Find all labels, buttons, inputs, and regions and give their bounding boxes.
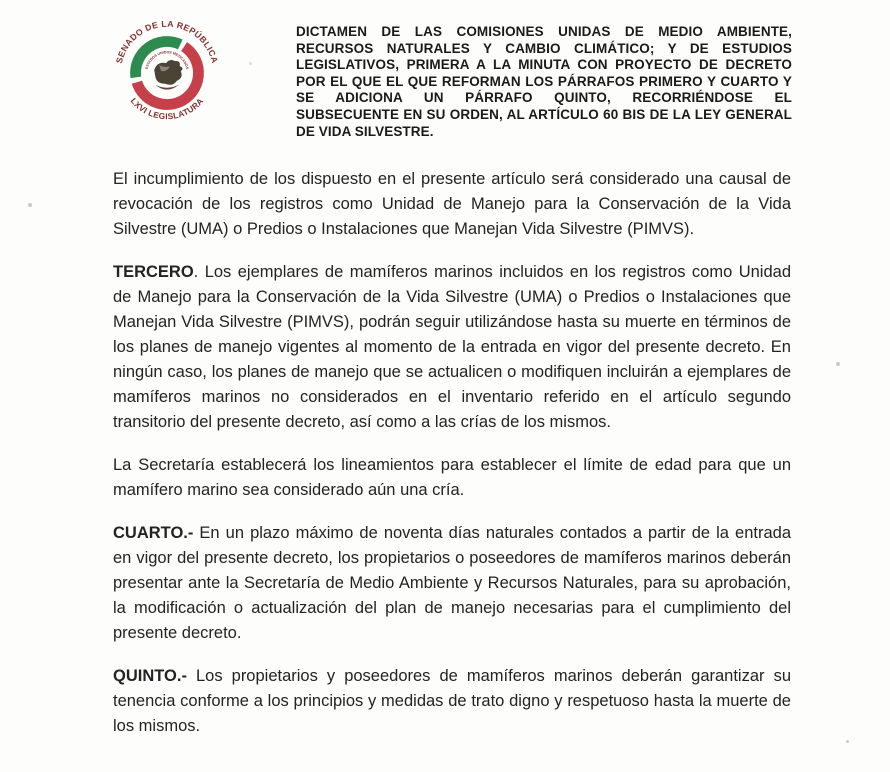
document-body bbox=[113, 167, 791, 757]
paragraph-text: El incumplimiento de los dispuesto en el presente artículo será considerado una causal de revocación de los registros como Unidad de Manejo para la Conservación de la Vida Silvestre (UMA) o Predios o Instalaciones que Manejan Vida Silvestre (PIMVS). bbox=[113, 170, 791, 238]
paragraph-tercero bbox=[113, 260, 791, 435]
paragraph-secretaria bbox=[113, 453, 791, 503]
dictamen-header-text: DICTAMEN DE LAS COMISIONES UNIDAS DE MEDIO AMBIENTE, RECURSOS NATURALES Y CAMBIO CLIMÁTICO; Y DE ESTUDIOS LEGISLATIVOS, PRIMERA A LA MINUTA CON PROYECTO DE DECRETO POR EL QUE EL QUE REFORMAN LOS PÁRRAFOS PRIMERO Y CUARTO Y SE ADICIONA UN PÁRRAFO QUINTO, RECORRIÉNDOSE EL SUBSECUENTE EN SU ORDEN, AL ARTÍCULO 60 BIS DE LA LEY GENERAL DE VIDA SILVESTRE. bbox=[296, 24, 792, 139]
scan-speck bbox=[249, 62, 252, 65]
paragraph-text: La Secretaría establecerá los lineamientos para establecer el límite de edad para que un mamífero marino sea considerado aún una cría. bbox=[113, 456, 791, 499]
seal-inner-arc-text: ESTADOS UNIDOS MEXICANOS bbox=[144, 50, 190, 70]
paragraph-text: . Los ejemplares de mamíferos marinos incluidos en los registros como Unidad de Manejo para la Conservación de la Vida Silvestre (UMA) o Predios o Instalaciones que Manejan Vida Silvestre (PIMVS), podrán seguir utilizándose hasta su muerte en términos de los planes de manejo vigentes al momento de la entrada en vigor del presente decreto. En ningún caso, los planes de manejo que se actualicen o modifiquen incluirán a ejemplares de mamíferos marinos no considerados en el inventario referido en el artículo segundo transitorio del presente decreto, así como a las crías de los mismos. bbox=[113, 263, 791, 431]
paragraph-text: En un plazo máximo de noventa días naturales contados a partir de la entrada en vigor del presente decreto, los propietarios o poseedores de mamíferos marinos deberán presentar ante la Secretaría de Medio Ambiente y Recursos Naturales, para su aprobación, la modificación o actualización del plan de manejo necesarias para el cumplimiento del presente decreto. bbox=[113, 524, 791, 642]
seal-top-text: SENADO DE LA REPÚBLICA bbox=[113, 18, 221, 65]
senate-seal-graphic bbox=[108, 12, 226, 130]
paragraph-label-tercero: TERCERO bbox=[113, 263, 194, 281]
paragraph-incumplimiento bbox=[113, 167, 791, 242]
eagle-silhouette bbox=[154, 60, 182, 85]
mexican-coat-of-arms-icon bbox=[154, 60, 182, 90]
scan-speck bbox=[836, 362, 840, 366]
paragraph-cuarto bbox=[113, 521, 791, 646]
paragraph-label-quinto: QUINTO.- bbox=[113, 667, 187, 685]
paragraph-label-cuarto: CUARTO.- bbox=[113, 524, 194, 542]
paragraph-text: Los propietarios y poseedores de mamíferos marinos deberán garantizar su tenencia conforme a los principios y medidas de trato digno y respetuoso hasta la muerte de los mismos. bbox=[113, 667, 791, 735]
senate-seal bbox=[108, 12, 226, 130]
scan-speck bbox=[28, 203, 32, 207]
seal-bottom-text: LXVI LEGISLATURA bbox=[128, 95, 206, 122]
scan-speck bbox=[846, 740, 849, 743]
paragraph-quinto bbox=[113, 664, 791, 739]
laurel-banner bbox=[155, 85, 179, 90]
